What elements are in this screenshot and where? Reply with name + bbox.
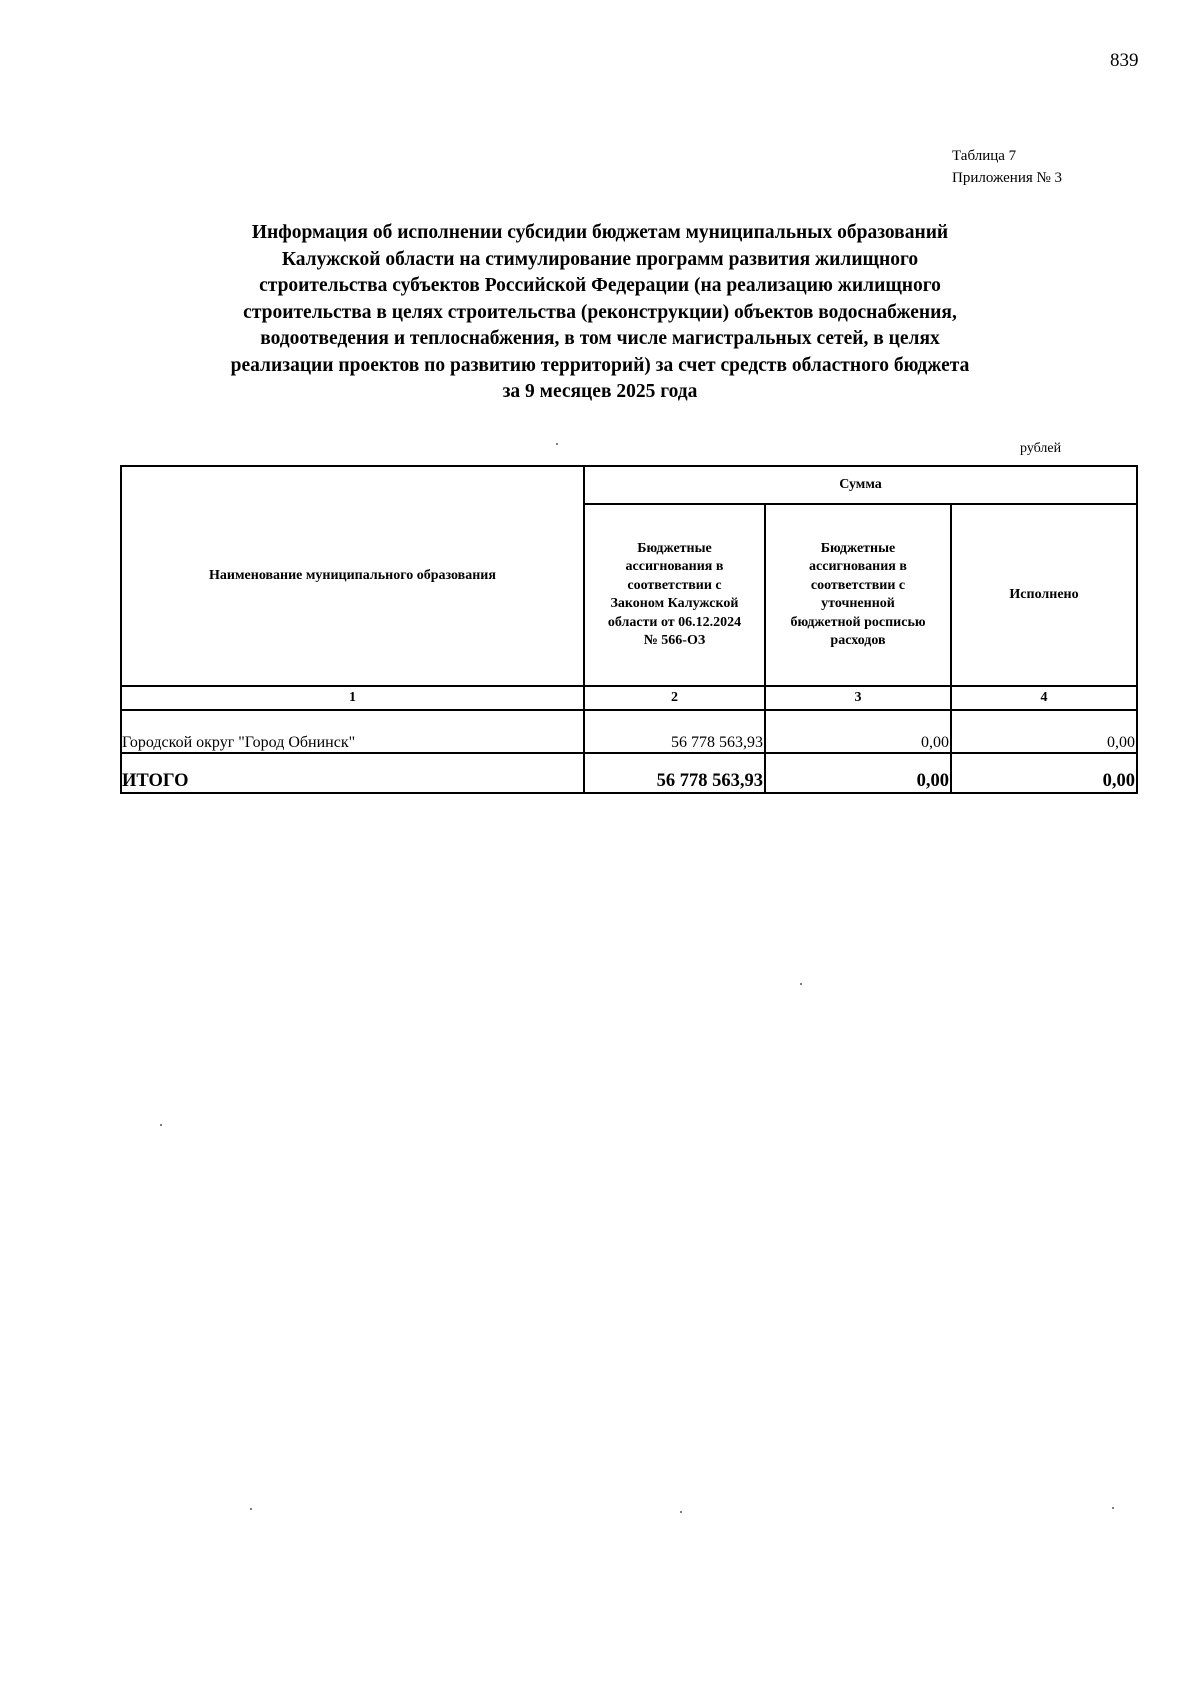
scan-speck [250,1508,252,1510]
header-law-allocations [584,504,765,686]
column-number-row [121,686,1137,710]
scan-speck [556,443,558,445]
title-line: за 9 месяцев 2025 года [502,381,698,402]
header-text-line: области от 06.12.2024 [607,614,742,630]
table-row [121,710,1137,753]
column-number: 2 [584,686,765,710]
appendix-label: Приложения № 3 [952,170,1063,186]
title-line: строительства субъектов Российской Федерации (на реализацию жилищного [259,275,941,296]
column-number: 3 [765,686,951,710]
title-line: строительства в целях строительства (реконструкции) объектов водоснабжения, [243,301,957,323]
law-allocations-cell: 56 778 563,93 [584,710,765,753]
header-executed: Исполнено [951,504,1137,686]
document-title [150,220,1050,406]
header-text-line: Законом Калужской [610,596,739,611]
title-line: водоотведения и теплоснабжения, в том числе магистральных сетей, в целях [260,328,940,349]
title-line: реализации проектов по развитию территорий) за счет средств областного бюджета [230,354,970,376]
total-law-allocations-cell: 56 778 563,93 [584,753,765,793]
header-text-line: ассигнования в [625,559,724,574]
header-text-line: уточненной [821,596,895,611]
scan-speck [800,983,802,985]
budget-table [120,465,1138,794]
header-text-line: бюджетной росписью [790,614,926,630]
header-text-line: соответствии с [810,577,906,593]
page-number: 839 [1110,50,1139,71]
total-label-cell: ИТОГО [121,753,584,793]
header-text-line: ассигнования в [809,559,907,574]
revised-allocations-cell: 0,00 [765,710,951,753]
units-label: рублей [1020,441,1062,456]
total-executed-cell: 0,00 [951,753,1137,793]
scan-speck [160,1124,162,1126]
column-number: 4 [951,686,1137,710]
header-text-line: Бюджетные [820,540,896,556]
municipality-name-cell: Городской округ "Город Обнинск" [121,710,584,753]
title-line: Информация об исполнении субсидии бюджетам муниципальных образований [251,222,949,243]
header-text-line: Бюджетные [637,540,712,556]
column-number: 1 [121,686,584,710]
title-line: Калужской области на стимулирование программ развития жилищного [281,248,919,270]
header-sum: Сумма [584,466,1137,504]
header-text-line: соответствии с [627,577,722,593]
header-text-line: № 566-ОЗ [643,633,706,648]
table-label: Таблица 7 [952,148,1017,164]
executed-cell: 0,00 [951,710,1137,753]
attachment-reference [952,145,1062,189]
scan-speck [1112,1507,1114,1509]
scan-speck [680,1511,682,1513]
header-text-line: расходов [830,633,886,648]
total-revised-allocations-cell: 0,00 [765,753,951,793]
total-row [121,753,1137,793]
header-revised-allocations [765,504,951,686]
header-municipality-name: Наименование муниципального образования [121,466,584,686]
